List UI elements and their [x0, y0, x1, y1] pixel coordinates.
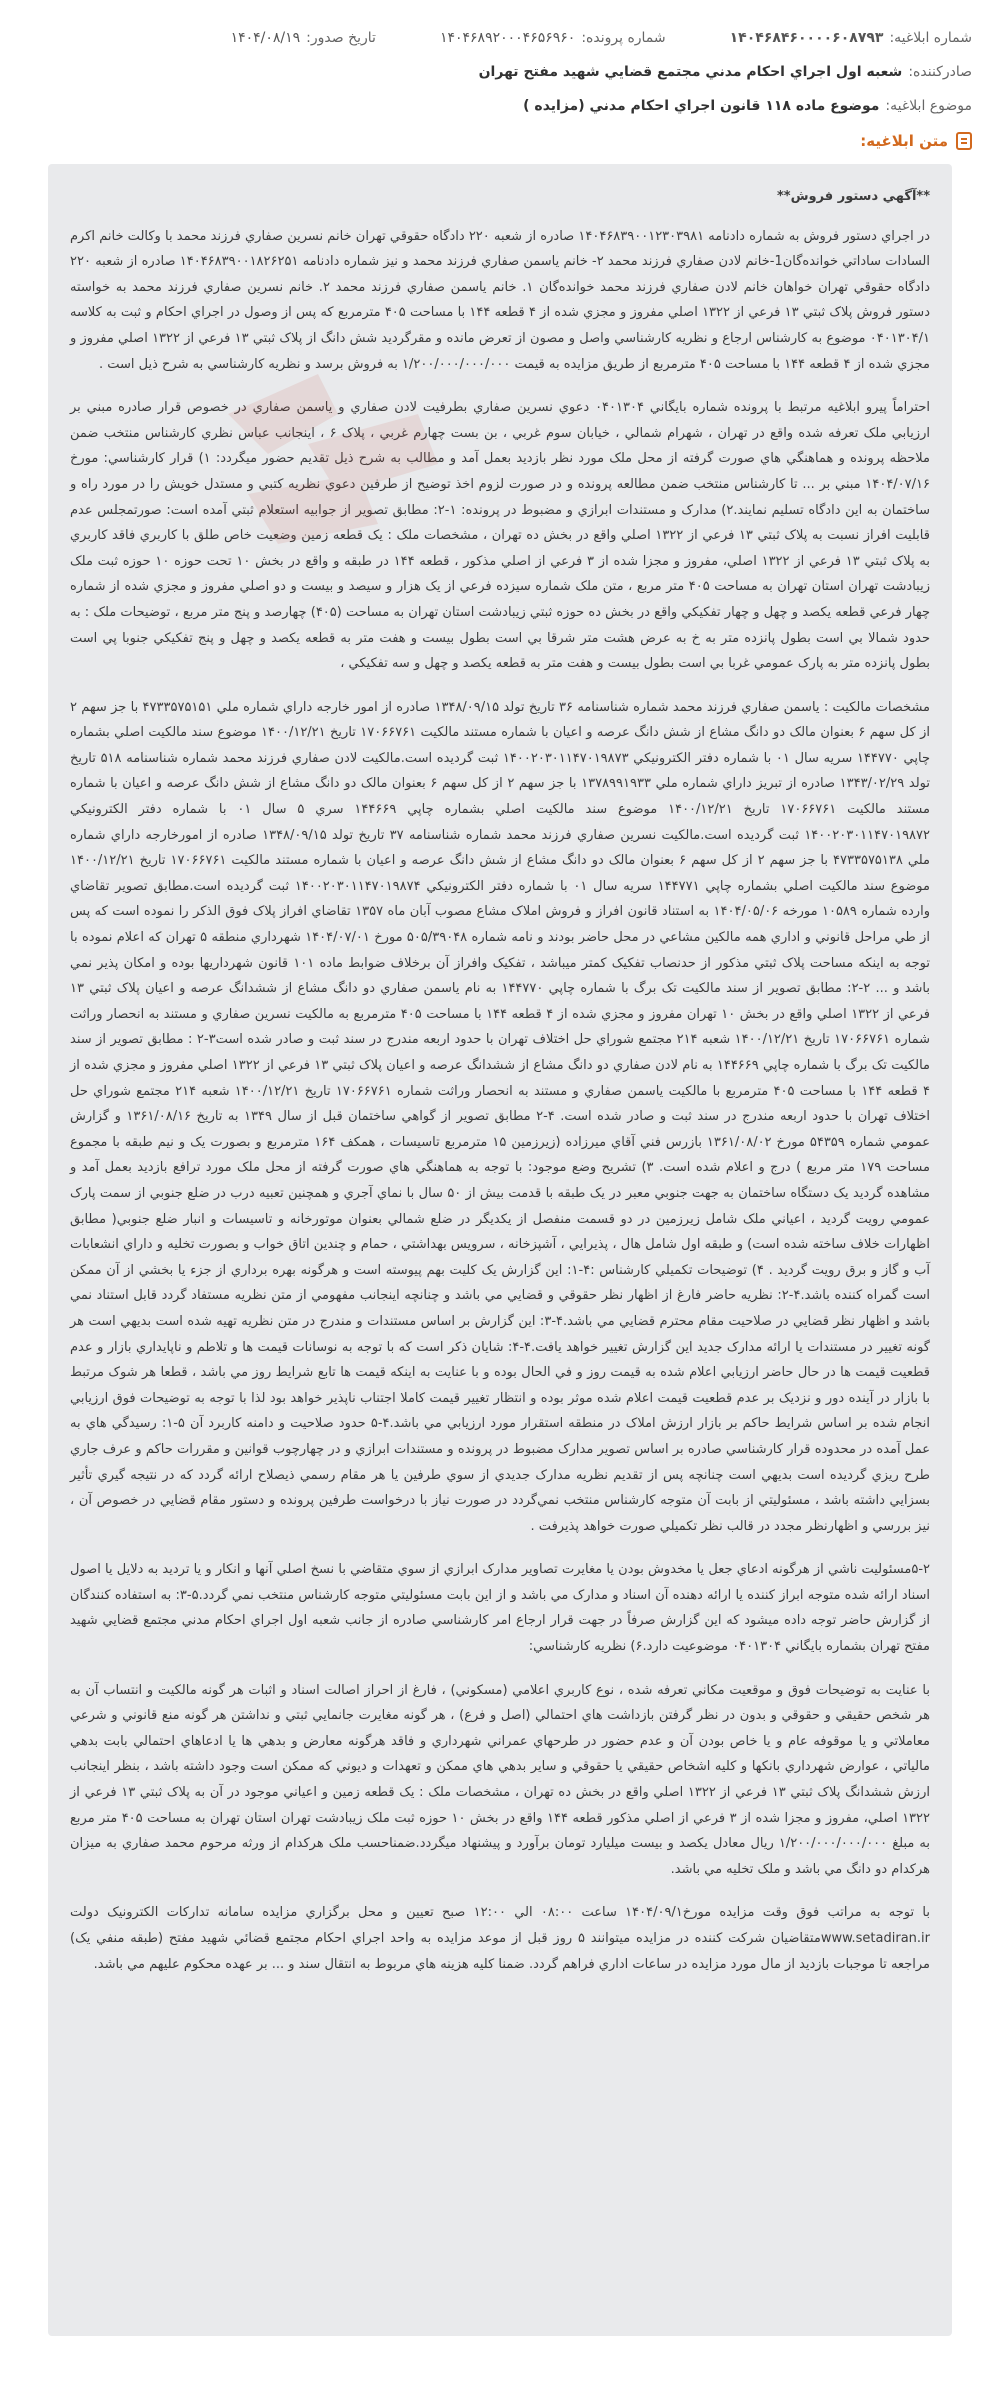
subject-line [28, 98, 972, 114]
notice-text-title [28, 132, 972, 150]
notice-paragraph-2: در اجراي دستور فروش به شماره دادنامه ۱۴۰۴۶۸۳۹۰۰۱۲۳۰۳۹۸۱ صادره از شعبه ۲۲۰ دادگاه حقوقي تهران خانم نسرين صفاري فرزند محمد با وکالت خانم اکرم السادات ساداتي خوانده‌گان1-خانم لادن صفاري فرزند محمد ۲- خانم ياسمن صفاري فرزند محمد و نيز شماره دادنامه ۱۴۰۴۶۸۳۹۰۰۱۸۲۶۲۵۱ صادره از شعبه ۲۲۰ دادگاه حقوقي تهران خواهان خانم لادن صفاري فرزند محمد خوانده‌گان ۱. خانم ياسمن صفاري فرزند محمد ۲. خانم نسرين صفاري فرزند محمد به خواسته دستور فروش پلاک ثبتي ۱۳ فرعي از ۱۳۲۲ اصلي مفروز و مجزي شده از ۴ قطعه ۱۴۴ با مساحت ۴۰۵ مترمربع که پس از وصول در اجراي احکام و ثبت به کلاسه ۰۴۰۱۳۰۴/۱ موضوع به کارشناس ارجاع و نظريه کارشناسي واصل و مصون از تعرض مانده و مقرگرديد شش دانگ از پلاک ثبتي ۱۳ فرعي از ۱۳۲۲ اصلي مفروز و مجزي شده از ۴ قطعه ۱۴۴ با مساحت ۴۰۵ مترمربع از طريق مزايده به قيمت ۱/۲۰۰/۰۰۰/۰۰۰/۰۰۰ به فروش برسد و نظريه کارشناسي به شرح ذيل است . [70, 228, 931, 372]
issue-date-label: تاريخ صدور: [306, 30, 376, 46]
notice-paragraph-6: با عنايت به توضيحات فوق و موقعيت مکاني تعرفه شده ، نوع کاربري اعلامي (مسکوني) ، فارغ از احراز اصالت اسناد و اثبات هر گونه مالکيت و انتساب آن به هر شخص حقيقي و حقوقي و بدون در نظر گرفتن بازداشت هاي احتمالي (اصل و فرع) ، هر گونه مغايرت جانمايي ثبتي و نداشتن هر گونه منع قانوني و شرعي معاملاتي و يا موقوفه عام و يا خاص بودن آن و عدم حضور در طرحهاي عمراني شهرداري و فاقد هرگونه معارض و بدهي ها يا ادعاهاي احتمالي بابت بدهي مالياتي ، عوارض شهرداري بانکها و کليه اشخاص حقيقي يا حقوقي و ساير بدهي هاي ممکن و تعهدات و ديوني که ممکن است وجود داشته باشد ، بنظر اينجانب ارزش ششدانگ پلاک ثبتي ۱۳ فرعي از ۱۳۲۲ اصلي واقع در بخش ده تهران ، مشخصات ملک : يک قطعه زمين و اعياني موجود در آن به پلاک ثبتي ۱۳ فرعي از ۱۳۲۲ اصلي، مفروز و مجزا شده از ۳ فرعي از اصلي مذکور قطعه ۱۴۴ واقع در بخش ۱۰ حوزه ثبت ملک زيبادشت تهران استان تهران به مساحت ۴۰۵ متر مربع به مبلغ ۱/۲۰۰/۰۰۰/۰۰۰/۰۰۰ ريال معادل يکصد و بيست ميليارد تومان برآورد و پيشنهاد ميگردد.ضمنا‌حسب ملک هرکدام از ورثه مرحوم محمد صفاري به ميزان هرکدام دو دانگ مي باشد و ملک تخليه مي باشد. [70, 1682, 931, 1877]
case-number-value: ۱۴۰۴۶۸۹۲۰۰۰۴۶۵۶۹۶۰ [439, 30, 576, 46]
notice-paragraph-4: مشخصات مالکيت : ياسمن صفاري فرزند محمد شماره شناسنامه ۳۶ تاريخ تولد ۱۳۴۸/۰۹/۱۵ صادره از امور خارجه داراي شماره ملي ۴۷۳۳۵۷۵۱۵۱ با جز سهم ۲ از کل سهم ۶ بعنوان مالک دو دانگ مشاع از شش دانگ عرصه و اعيان با شماره مستند مالکيت ۱۷۰۶۶۷۶۱ تاريخ ۱۴۰۰/۱۲/۲۱ موضوع سند مالکيت اصلي بشماره چاپي ۱۴۴۷۷۰ سريه سال ۰۱ با شماره دفتر الکترونيکي ۱۴۰۰۲۰۳۰۱۱۴۷۰۱۹۸۷۳ ثبت گرديده است.مالکيت لادن صفاري فرزند محمد شماره شناسنامه ۵۱۸ تاريخ تولد ۱۳۴۳/۰۲/۲۹ صادره از تبريز داراي شماره ملي ۱۳۷۸۹۹۱۹۳۳ با جز سهم ۲ از کل سهم ۶ بعنوان مالک دو دانگ مشاع از شش دانگ عرصه و اعيان با شماره مستند مالکيت ۱۷۰۶۶۷۶۱ تاريخ ۱۴۰۰/۱۲/۲۱ موضوع سند مالکيت اصلي بشماره چاپي ۱۴۴۶۶۹ سري ۵ سال ۰۱ با شماره دفتر الکترونيکي ۱۴۰۰۲۰۳۰۱۱۴۷۰۱۹۸۷۲ ثبت گرديده است.مالکيت نسرين صفاري فرزند محمد شماره شناسنامه ۳۷ تاريخ تولد ۱۳۴۸/۰۹/۱۵ صادره از امورخارجه داراي شماره ملي ۴۷۳۳۵۷۵۱۳۸ با جز سهم ۲ از کل سهم ۶ بعنوان مالک دو دانگ مشاع از شش دانگ عرصه و اعيان با شماره مستند مالکيت ۱۷۰۶۶۷۶۱ تاريخ ۱۴۰۰/۱۲/۲۱ موضوع سند مالکيت اصلي بشماره چاپي ۱۴۴۷۷۱ سريه سال ۰۱ با شماره دفتر الکترونيکي ۱۴۰۰۲۰۳۰۱۱۴۷۰۱۹۸۷۴ ثبت گرديده است.مطابق تصوير تقاضاي وارده شماره ۱۰۵۸۹ مورخه ۱۴۰۴/۰۵/۰۶ به استناد قانون افراز و فروش املاک مشاع مصوب آبان ماه ۱۳۵۷ تقاضاي افراز پلاک فوق الذکر را نموده است که پس از طي مراحل قانوني و اداري همه مالکين مشاعي در محل حاضر بودند و نامه شماره ۵۰۵/۳۹۰۴۸ مورخ ۱۴۰۴/۰۷/۰۱ شهرداري منطقه ۵ تهران که اعلام نموده با توجه به اينکه مساحت پلاک ثبتي مذکور از حدنصاب تفکيک کمتر ميباشد ، تفکيک وافراز آن برخلاف ضوابط ماده ۱۰۱ قانون شهرداريها بوده و امکان پذير نمي باشد و ... ۲-۲: مطابق تصوير از سند مالکيت تک برگ با شماره چاپي ۱۴۴۷۷۰ به نام ياسمن صفاري دو دانگ مشاع از ششدانگ عرصه و اعيان پلاک ثبتي ۱۳ فرعي از ۱۳۲۲ اصلي واقع در بخش ۱۰ تهران مفروز و مجزي شده از ۴ قطعه ۱۴۴ با مساحت ۴۰۵ مترمربع به مالکيت نسرين صفاري و مستند به انحصار وراثت شماره ۱۷۰۶۶۷۶۱ تاريخ ۱۴۰۰/۱۲/۲۱ شعبه ۲۱۴ مجتمع شوراي حل اختلاف تهران با حدود اربعه مندرج در سند ثبت و صادر شده است۳-۲ : مطابق تصوير از سند مالکيت تک برگ با شماره چاپي ۱۴۴۶۶۹ به نام لادن صفاري دو دانگ مشاع از ششدانگ عرصه و اعيان پلاک ثبتي ۱۳ فرعي از ۱۳۲۲ اصلي مفروز و مجزي شده از ۴ قطعه ۱۴۴ با مساحت ۴۰۵ مترمربع با مالکيت ياسمن صفاري و مستند به انحصار وراثت شماره ۱۷۰۶۶۷۶۱ تاريخ ۱۴۰۰/۱۲/۲۱ شعبه ۲۱۴ مجتمع شوراي حل اختلاف تهران با حدود اربعه مندرج در سند ثبت و صادر شده است. ۴-۲ مطابق تصوير از گواهي ساختمان قبل از سال ۱۳۴۹ به تاريخ ۱۳۶۱/۰۸/۱۶ و گزارش عمومي شماره ۵۴۳۵۹ مورخ ۱۳۶۱/۰۸/۰۲ بازرس فني آقاي ميرزاده (زيرزمين ۱۵ مترمربع تاسيسات ، همکف ۱۶۴ مترمربع و بصورت يک و نيم طبقه با مجموع مساحت ۱۷۹ متر مربع ) درج و اعلام شده است. ۳) تشريح وضع موجود: با توجه به هماهنگي هاي صورت گرفته از محل ملک مورد ترافع بازديد بعمل آمد و مشاهده گرديد يک دستگاه ساختمان به جهت جنوبي معبر در يک طبقه با قدمت بيش از ۵۰ سال با نماي آجري و همچنين تعبيه درب در ضلع جنوبي از سمت پارک عمومي رويت گرديد ، اعياني ملک شامل زيرزمين در دو قسمت منفصل از يکديگر در ضلع شمالي بعنوان موتورخانه و تاسيسات و انبار ضلع جنوبي( مطابق اظهارات خلاف ساخته شده است) و طبقه اول شامل هال ، پذيرايي ، آشپزخانه ، سرويس بهداشتي ، حمام و چندين اتاق خواب و بصورت تخليه و داراي انشعابات آب و گاز و برق رويت گرديد . ۴) توضيحات تکميلي کارشناس :۴-۱: اين گزارش يک کليت بهم پيوسته است و هرگونه بهره برداري از جزء يا بخشي از آن ممکن است گمراه کننده باشد.۴-۲: نظريه حاضر فارغ از اظهار نظر حقوقي و قضايي مي باشد و چنانچه اينجانب مفهومي از متن نظريه مستفاد گردد قابل استناد نمي باشد و اظهار نظر قضايي در صلاحيت مقام محترم قضايي مي باشد.۴-۳: اين گزارش بر اساس مستندات و مندرج در متن نظريه تهيه شده است بديهي است هر گونه تغيير در مستندات يا ارائه مدارک جديد اين گزارش تغيير خواهد يافت.۴-۴: شايان ذکر است که با توجه به نوسانات قيمت ها و تلاطم و ناپايداري بازار و عدم قطعيت قيمت ها در حال حاضر ارزيابي اعلام شده به قيمت روز و في الحال بوده و با عنايت به اينکه قيمت ها تابع شرايط روز مي باشد ، قطعا هر شوک مرتبط با بازار در آينده دور و نزديک بر عدم قطعيت قيمت اعلام شده موثر بوده و انتظار تغيير قيمت کاملا اجتناب ناپذير خواهد بود لذا با توجه به توضيحات فوق ارزيابي انجام شده بر اساس شرايط حاکم بر بازار ارزش املاک در منطقه استقرار مورد ارزيابي مي باشد.۴-۵ حدود صلاحيت و دامنه کاربرد آن ۵-۱: رسيدگي هاي به عمل آمده در محدوده قرار کارشناسي صادره بر اساس تصوير مدارک مضبوط در پرونده و مستندات ابرازي و در چهارچوب قوانين و مقررات حاکم و عرف جاري طرح ريزي گرديده است بديهي است چنانچه پس از تقديم نظريه مدارک جديدي از سوي طرفين يا هر مقام رسمي ذيصلاح ارائه گردد که در نتيجه گيري تأثير بسزايي داشته باشد ، مسئوليتي از بابت آن متوجه کارشناس منتخب نمي‌گردد در صورت نياز با درخواست طرفين پرونده و دستور مقام قضايي در خصوص آن ، نيز بررسي و اظهارنظر مجدد در قالب نظر تکميلي صورت خواهد پذيرفت . [70, 699, 931, 1534]
document-icon [956, 132, 972, 150]
issue-date-value: ۱۴۰۴/۰۸/۱۹ [230, 30, 301, 46]
notice-header [0, 0, 1000, 164]
notice-paragraph-7: با توجه به مراتب فوق وقت مزايده مورخ۱۴۰۴/۰۹/۱ ساعت ۰۸:۰۰ الي ۱۲:۰۰ صبح تعيين و محل برگزاري مزايده سامانه تدارکات الکترونيک دولت www.setadiran.irمتقاضيان شرکت کننده در مزايده ميتوانند ۵ روز قبل از موعد مزايده به واحد اجراي احکام مجتمع قضائي شهيد مفتح (طبقه منفي يک) مراجعه تا موجبات بازديد از مال مورد مزايده در ساعات اداري فراهم گردد. ضمنا کليه هزينه هاي مربوط به انتقال سند و ... بر عهده محکوم عليهم مي باشد. [70, 1905, 930, 1972]
notice-number-label: شماره ابلاغيه: [889, 30, 972, 46]
subject-value: موضوع ماده ۱۱۸ قانون اجراي احکام مدني (مزايده ) [523, 98, 880, 114]
notice-text-box [48, 164, 952, 2336]
issue-date-field [231, 30, 376, 46]
notice-paragraph-3: احتراماً پيرو ابلاغيه مرتبط با پرونده شماره بايگاني ۰۴۰۱۳۰۴ دعوي نسرين صفاري بطرفيت لادن صفاري و ياسمن صفاري در خصوص قرار صادره مبني بر ارزيابي ملک تعرفه شده واقع در تهران ، شهرام شمالي ، خيابان سوم غربي ، بن بست چهارم غربي ، پلاک ۶ ، اينجانب عباس نظري کارشناس منتخب ضمن ملاحظه پرونده و هماهنگي هاي صورت گرفته از محل ملک مورد نظر بازديد بعمل آمد و مطالب به شرح ذيل تقديم حضور ميگردد: ۱) قرار کارشناسي: مورخ ۱۴۰۴/۰۷/۱۶ مبني بر ... تا کارشناس منتخب ضمن مطالعه پرونده و در صورت لزوم اخذ توضيح از طرفين دعوي نظريه کتبي و مستدل خويش را در مورد راه و ساختمان به اين دادگاه تسليم نمايند.۲) مدارک و مستندات ابرازي و مضبوط در پرونده: ۱-۲: مطابق تصوير از جوابيه استعلام ثبتي آمده است: صورتمجلس عدم قابليت افراز نسبت به پلاک ثبتي ۱۳ فرعي از ۱۳۲۲ اصلي واقع در بخش ده تهران ، مشخصات ملک : يک قطعه زمين وضعيت خاص طلق با کاربري فاقد کاربري به پلاک ثبتي ۱۳ فرعي از ۱۳۲۲ اصلي، مفروز و مجزا شده از ۳ فرعي از اصلي مذکور ، قطعه ۱۴۴ در طبقه و واقع در بخش ۱۰ تحت حوزه ۱۰ حوزه ثبت ملک زيبادشت تهران استان تهران به مساحت ۴۰۵ متر مربع ، متن ملک شماره سيزده فرعي از يک هزار و سيصد و بيست و دو اصلي مفروز و مجزي شده از شماره چهار فرعي قطعه يکصد و چهل و چهار تفکيکي واقع در بخش ده حوزه ثبتي زيبادشت استان تهران به مساحت (۴۰۵) چهارصد و پنج متر مربع ، توضيحات ملک : به حدود شمالا بي است بطول پانزده متر به خ به عرض هشت متر شرقا بي است بطول بيست و هفت متر به قطعه يکصد و چهل و پنج تفکيکي جنوبا پي است بطول پانزده متر به پارک عمومي غربا بي است بطول بيست و هفت متر به قطعه يکصد و چهل و سه تفکيکي ، [70, 400, 931, 672]
notice-paragraph-1: **آگهي دستور فروش** [776, 189, 930, 204]
issuer-value: شعبه اول اجراي احکام مدني مجتمع قضايي شهيد مفتح تهران [478, 64, 903, 80]
notice-meta-row [28, 30, 972, 46]
notice-text-title-label: متن ابلاغيه: [860, 132, 948, 150]
notice-number-value: ۱۴۰۴۶۸۴۶۰۰۰۰۶۰۸۷۹۳ [729, 30, 884, 46]
subject-label: موضوع ابلاغيه: [885, 98, 972, 114]
notice-number-field [730, 30, 972, 46]
case-number-field [440, 30, 666, 46]
issuer-line [28, 64, 972, 80]
issuer-label: صادرکننده: [908, 64, 972, 80]
case-number-label: شماره پرونده: [581, 30, 666, 46]
notice-paragraph-5: ۵-۲مسئوليت ناشي از هرگونه ادعاي جعل يا مخدوش بودن يا مغايرت تصاوير مدارک ابرازي از سوي متقاضي با نسخ اصلي آنها و انکار و يا ترديد به دلايل يا اصول اسناد ارائه شده متوجه ابراز کننده يا ارائه دهنده آن اسناد و مدارک مي باشد و از اين بابت مسئوليتي متوجه کارشناس منتخب نمي گردد.۵-۳: به استفاده کنندگان از گزارش حاضر توجه داده ميشود که اين گزارش صرفاً در جهت قرار ارجاع امر کارشناسي صادره از جانب شعبه اول اجراي احکام مدني مجتمع قضايي شهيد مفتح تهران بشماره بايگاني ۰۴۰۱۳۰۴ موضوعيت دارد.۶) نظريه کارشناسي: [70, 1562, 931, 1655]
